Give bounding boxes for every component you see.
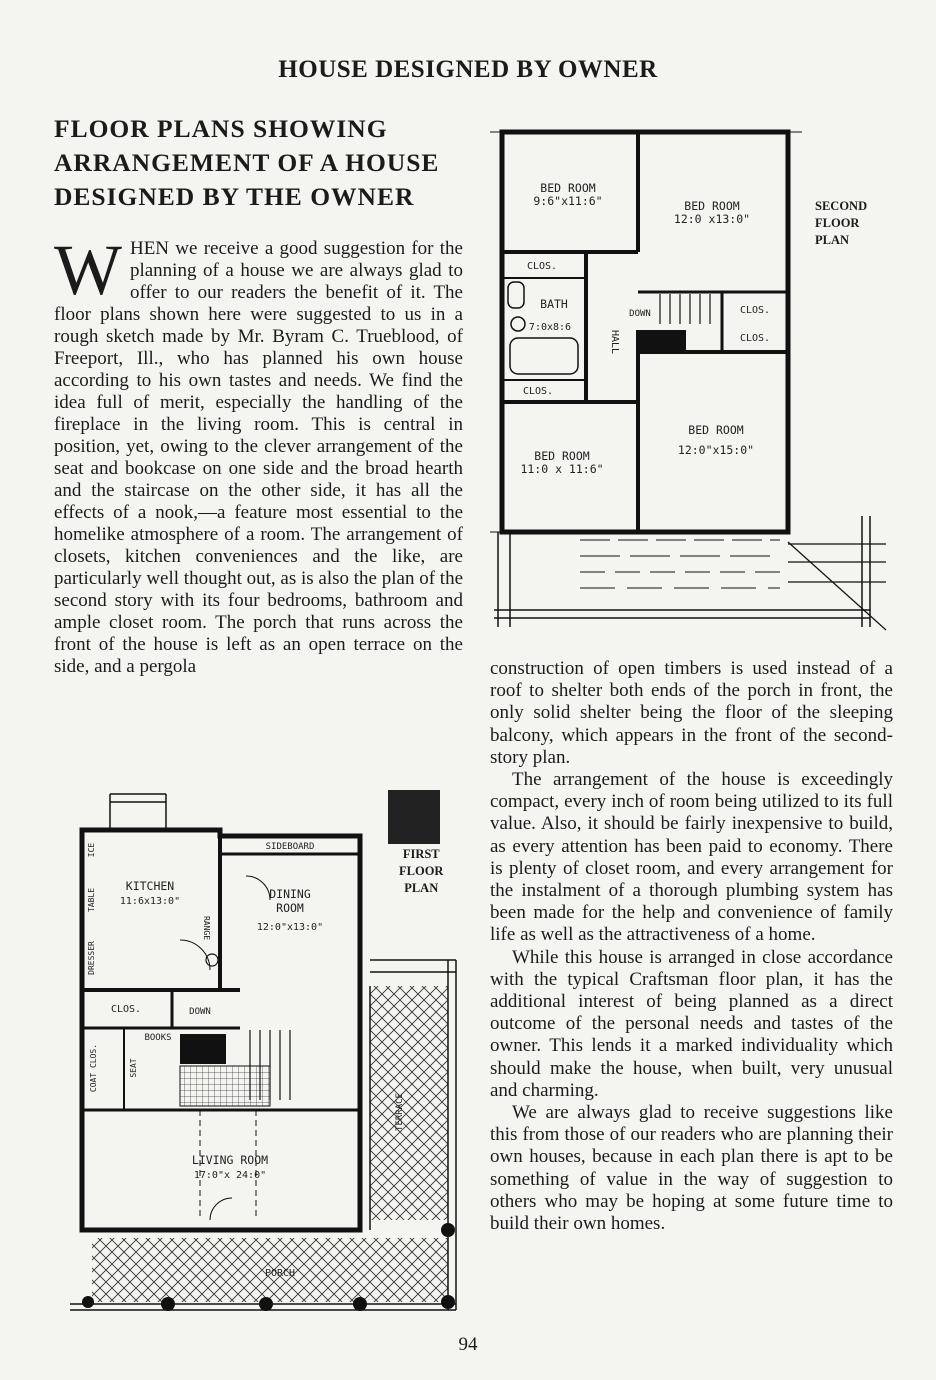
- caption-line: PLAN: [404, 881, 439, 895]
- terrace-label: TERRACE: [395, 1093, 405, 1131]
- page-number: 94: [458, 1334, 478, 1355]
- range-label: RANGE: [202, 915, 211, 941]
- living-room-name: LIVING ROOM: [191, 1153, 269, 1167]
- closet-label: CLOS.: [526, 261, 558, 272]
- title-line-2: ARRANGEMENT OF A HOUSE: [54, 148, 440, 177]
- books-label: BOOKS: [144, 1033, 172, 1043]
- caption-line: FLOOR: [399, 864, 444, 878]
- stair-down-label: DOWN: [189, 1007, 211, 1017]
- bedroom-1-size: 9:6"x11:6": [533, 194, 603, 208]
- bedroom-2-name: BED ROOM: [684, 199, 740, 213]
- second-floor-caption: [815, 198, 867, 249]
- caption-line: PLAN: [815, 233, 850, 247]
- seat-label: SEAT: [129, 1058, 138, 1078]
- caption-line: FIRST: [402, 847, 440, 861]
- living-room-size: 17:0"x 24:0": [193, 1170, 267, 1181]
- bedroom-3-size: 11:0 x 11:6": [520, 462, 604, 476]
- caption-line: SECOND: [815, 199, 868, 213]
- coat-closet-label: COAT CLOS.: [89, 1043, 98, 1093]
- dresser-label: DRESSER: [87, 941, 96, 975]
- bedroom-2-size: 12:0 x13:0": [673, 212, 751, 226]
- bath-size: 7:0x8:6: [528, 322, 572, 333]
- article-left-column: [54, 230, 463, 678]
- kitchen-size: 11:6x13:0": [119, 896, 181, 907]
- article-title: [54, 112, 464, 214]
- drop-cap: W: [54, 230, 122, 310]
- first-floor-caption: [399, 846, 443, 897]
- caption-line: FLOOR: [815, 216, 860, 230]
- running-head: HOUSE DESIGNED BY OWNER: [278, 56, 658, 83]
- title-line-3: DESIGNED BY THE OWNER: [54, 182, 415, 211]
- hall-label: HALL: [609, 329, 620, 355]
- ice-label: ICE: [87, 842, 96, 858]
- closet-label: CLOS.: [739, 305, 771, 316]
- dining-size: 12:0"x13:0": [256, 922, 324, 933]
- dining-name: DINING: [269, 887, 311, 901]
- closet-label: CLOS.: [739, 333, 771, 344]
- bedroom-4-name: BED ROOM: [688, 423, 744, 437]
- closet-label: CLOS.: [110, 1004, 142, 1015]
- article-paragraph-4: While this house is arranged in close accordance with the typical Craftsman floor plan, it has the additional interest of being planned as a direct outcome of the personal needs and tastes of the owner. This lends it a marked individuality which should make the house, when built, very unusual and charming.: [490, 946, 893, 1101]
- kitchen-name: KITCHEN: [125, 879, 175, 893]
- article-paragraph-2: construction of open timbers is used instead of a roof to shelter both ends of the porch in front, the only solid shelter being the floor of the sleeping balcony, which appears in the front of the second-story plan.: [490, 658, 893, 768]
- article-left-text: HEN we receive a good suggestion for the planning of a house we are always glad to offer to our readers the benefit of it. The floor plans shown here were suggested to us in a rough sketch made by Mr. Byram C. Trueblood, of Freeport, Ill., who has planned his own house according to his own tastes and needs. We find the idea full of merit, especially the handling of the fireplace in the living room. This is central in position, yet, owing to the clever arrangement of the seat and bookcase on one side and the broad hearth and the staircase on the other side, it has all the effects of a nook,—a feature most essential to the homelike atmosphere of a room. The arrangement of closets, kitchen conveniences and the like, are particularly well thought out, as is also the plan of the second story with its four bedrooms, bathroom and ample closet room. The porch that runs across the front of the house is left as an open terrace on the side, and a pergola: [54, 238, 463, 677]
- porch-label: PORCH: [264, 1268, 296, 1279]
- stair-down-label: DOWN: [629, 309, 651, 319]
- article-paragraph-5: We are always glad to receive suggestions like this from those of our readers who are planning their own houses, because in each plan there is apt to be something of value in the way of suggestion to others who may be hoping at some future time to build their own homes.: [490, 1102, 893, 1235]
- bedroom-1-name: BED ROOM: [540, 181, 596, 195]
- table-label: TABLE: [87, 887, 96, 913]
- dining-name-2: ROOM: [276, 901, 304, 915]
- title-line-1: FLOOR PLANS SHOWING: [54, 114, 388, 143]
- bath-name: BATH: [540, 297, 568, 311]
- dark-swatch: [388, 790, 440, 844]
- bedroom-4-size: 12:0"x15:0": [677, 443, 755, 457]
- second-floor-plan: [490, 112, 890, 642]
- article-paragraph-1: [54, 230, 463, 678]
- bedroom-3-name: BED ROOM: [534, 449, 590, 463]
- article-paragraph-3: The arrangement of the house is exceedingly compact, every inch of room being utilized to its full value. Also, it should be fairly inexpensive to build, as every attention has been paid to economy. There is plenty of closet room, and every arrangement for the instalment of a thorough plumbing system has been made for the help and convenience of family life as well as the attractiveness of a home.: [490, 769, 893, 946]
- article-right-column: [490, 658, 893, 1235]
- sideboard-label: SIDEBOARD: [265, 842, 315, 852]
- closet-label: CLOS.: [522, 386, 554, 397]
